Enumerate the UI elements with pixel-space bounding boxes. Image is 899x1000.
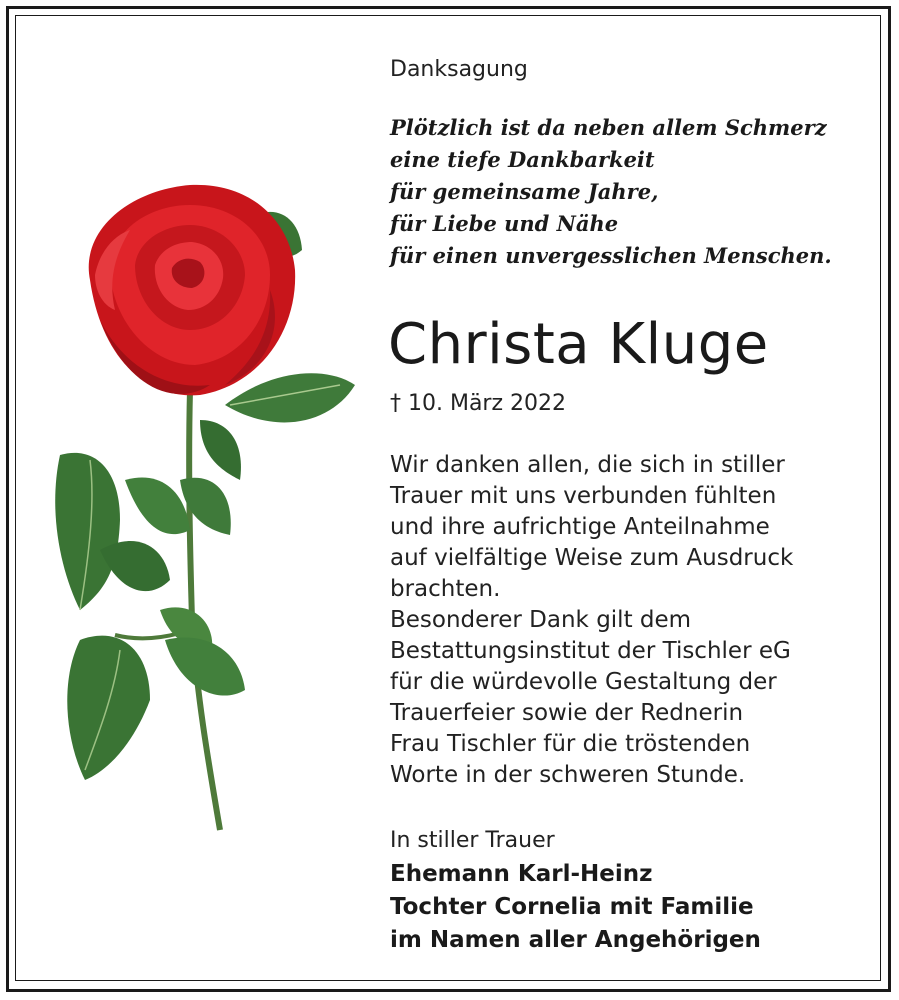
poem-line: eine tiefe Dankbarkeit bbox=[390, 147, 655, 172]
poem bbox=[390, 112, 870, 272]
poem-line: für gemeinsame Jahre, bbox=[390, 179, 659, 204]
text-line: Trauer mit uns verbunden fühlten bbox=[390, 483, 777, 509]
text-line: Besonderer Dank gilt dem bbox=[390, 607, 692, 633]
poem-line: Plötzlich ist da neben allem Schmerz bbox=[390, 115, 827, 140]
text-line: für die würdevolle Gestaltung der bbox=[390, 669, 777, 695]
text-line: auf vielfältige Weise zum Ausdruck bbox=[390, 545, 794, 571]
text-line: und ihre aufrichtige Anteilnahme bbox=[390, 514, 770, 540]
poem-line: für einen unvergesslichen Menschen. bbox=[390, 243, 832, 268]
text-line: brachten. bbox=[390, 576, 501, 602]
text-line: Frau Tischler für die tröstenden bbox=[390, 731, 751, 757]
signature-block bbox=[390, 858, 761, 957]
deceased-name: Christa Kluge bbox=[388, 312, 769, 377]
text-line: Bestattungsinstitut der Tischler eG bbox=[390, 638, 791, 664]
death-date: † 10. März 2022 bbox=[390, 391, 567, 416]
thank-you-text bbox=[390, 450, 860, 791]
text-line: Worte in der schweren Stunde. bbox=[390, 762, 746, 788]
signature-intro: In stiller Trauer bbox=[390, 828, 555, 853]
text-line: Trauerfeier sowie der Rednerin bbox=[390, 700, 744, 726]
signature-line: Ehemann Karl-Heinz bbox=[390, 861, 653, 887]
signature-line: im Namen aller Angehörigen bbox=[390, 927, 761, 953]
text-line: Wir danken allen, die sich in stiller bbox=[390, 452, 785, 478]
signature-line: Tochter Cornelia mit Familie bbox=[390, 894, 754, 920]
red-rose-icon bbox=[40, 170, 370, 840]
poem-line: für Liebe und Nähe bbox=[390, 211, 619, 236]
heading-danksagung: Danksagung bbox=[390, 57, 528, 82]
